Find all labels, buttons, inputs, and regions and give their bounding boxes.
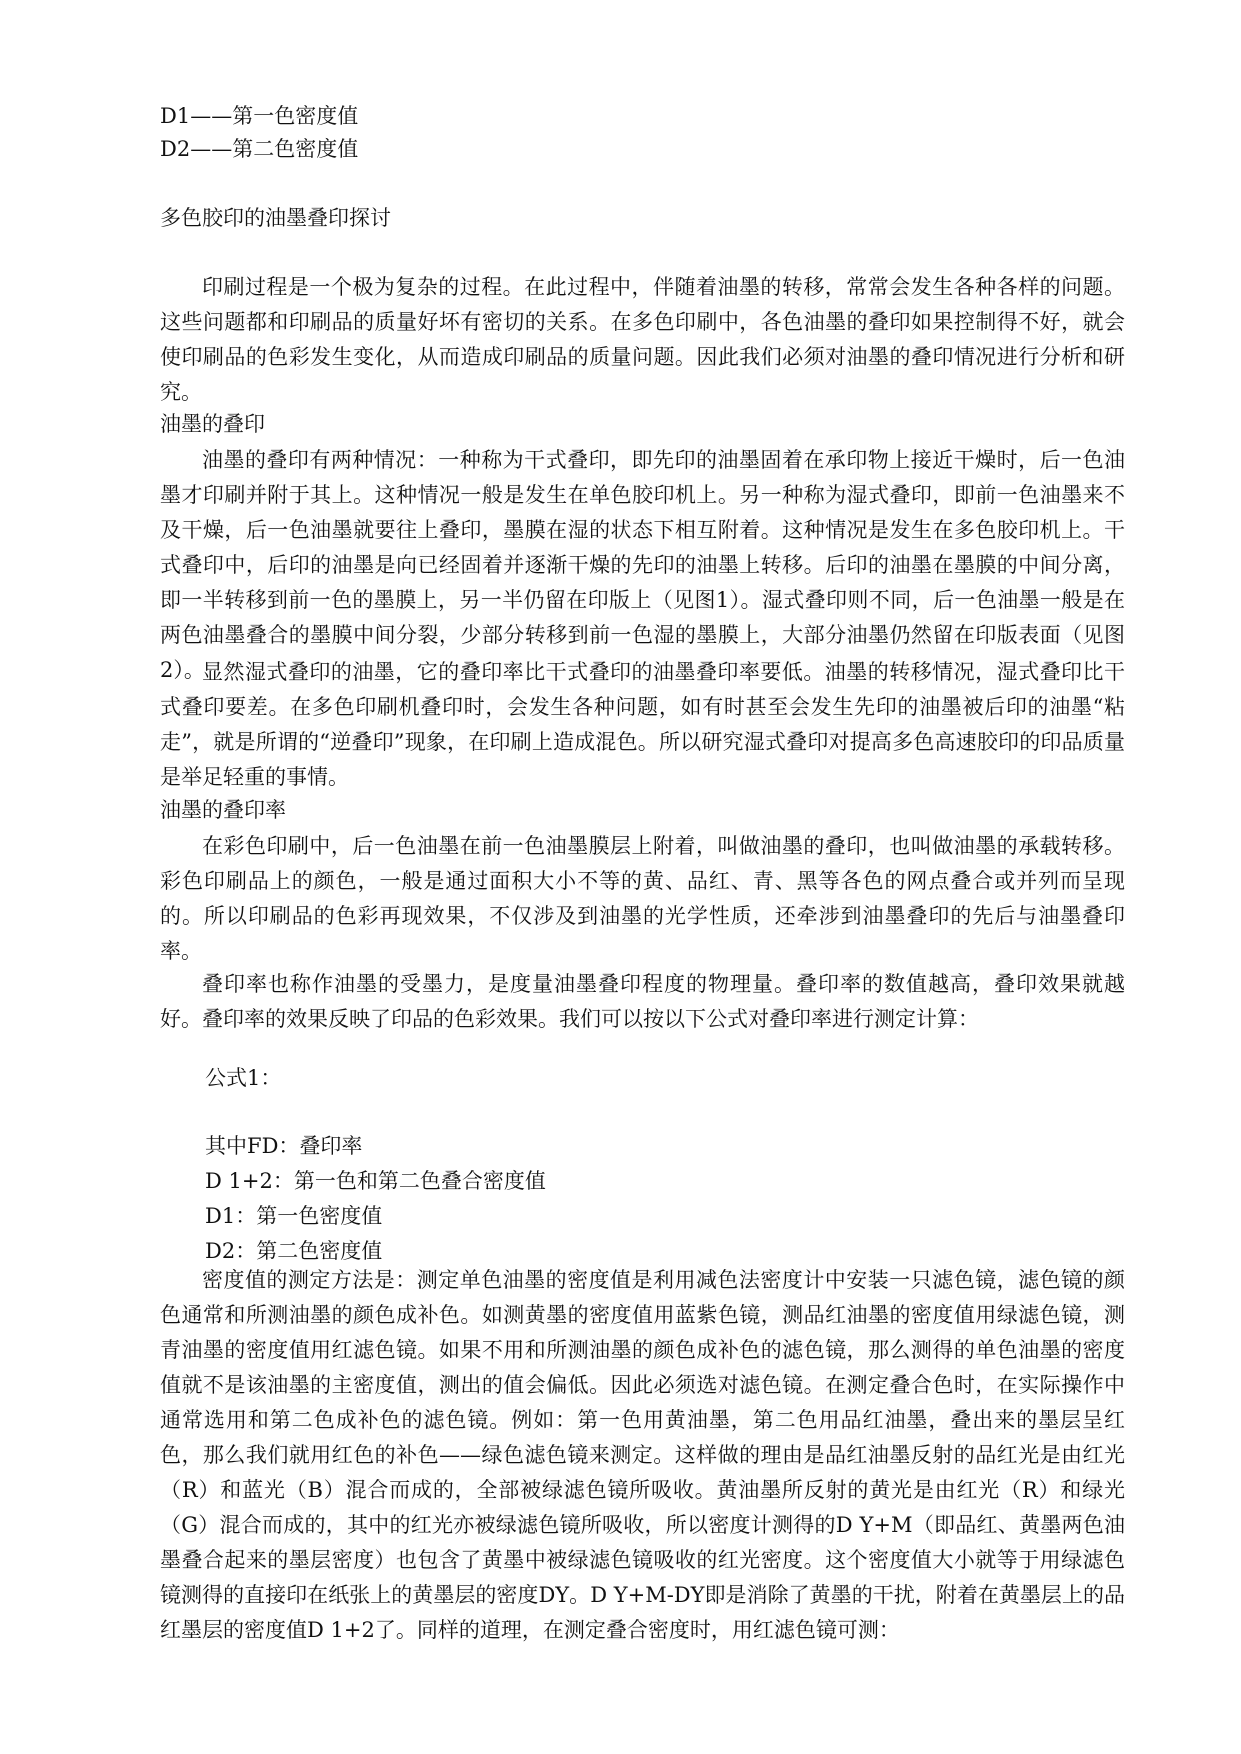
heading-ink-overprint: 油墨的叠印: [160, 412, 265, 436]
formula-d1: D1：第一色密度值: [205, 1204, 383, 1228]
heading-overprint-rate: 油墨的叠印率: [160, 798, 286, 822]
formula-fd: 其中FD：叠印率: [205, 1134, 363, 1158]
paragraph-intro: 印刷过程是一个极为复杂的过程。在此过程中，伴随着油墨的转移，常常会发生各种各样的问题。这些问题都和印刷品的质量好坏有密切的关系。在多色印刷中，各色油墨的叠印如果控制得不好，就会使印刷品的色彩发生变化，从而造成印刷品的质量问题。因此我们必须对油墨的叠印情况进行分析和研究。: [160, 275, 1125, 404]
legend-d1: D1——第一色密度值: [160, 104, 359, 128]
legend-d2: D2——第二色密度值: [160, 137, 359, 161]
paragraph-overprint-types: 油墨的叠印有两种情况：一种称为干式叠印，即先印的油墨固着在承印物上接近干燥时，后一色油墨才印刷并附于其上。这种情况一般是发生在单色胶印机上。另一种称为湿式叠印，即前一色油墨来不及干燥，后一色油墨就要往上叠印，墨膜在湿的状态下相互附着。这种情况是发生在多色胶印机上。干式叠印中，后印的油墨是向已经固着并逐渐干燥的先印的油墨上转移。后印的油墨在墨膜的中间分离，即一半转移到前一色的墨膜上，另一半仍留在印版上（见图1）。湿式叠印则不同，后一色油墨一般是在两色油墨叠合的墨膜中间分裂，少部分转移到前一色湿的墨膜上，大部分油墨仍然留在印版表面（见图2）。: [160, 448, 1125, 682]
formula-d12: D 1+2：第一色和第二色叠合密度值: [205, 1169, 546, 1193]
section-title: 多色胶印的油墨叠印探讨: [160, 206, 391, 230]
paragraph-color-printing: 在彩色印刷中，后一色油墨在前一色油墨膜层上附着，叫做油墨的叠印，也叫做油墨的承载转移。彩色印刷品上的颜色，一般是通过面积大小不等的黄、品红、青、黑等各色的网点叠合或并列而呈现的。所以印刷品的色彩再现效果，不仅涉及到油墨的光学性质，还牵涉到油墨叠印的先后与油墨叠印率。: [160, 834, 1125, 963]
formula-d2: D2：第二色密度值: [205, 1239, 383, 1263]
formula-label: 公式1：: [205, 1066, 282, 1090]
paragraph-overprint-definition: 叠印率也称作油墨的受墨力，是度量油墨叠印程度的物理量。叠印率的数值越高，叠印效果就越好。叠印率的效果反映了印品的色彩效果。我们可以按以下公式对叠印率进行测定计算：: [160, 972, 1125, 1031]
paragraph-wet-overprint: 显然湿式叠印的油墨，它的叠印率比干式叠印的油墨叠印率要低。油墨的转移情况，湿式叠印比干式叠印要差。在多色印刷机叠印时，会发生各种问题，如有时甚至会发生先印的油墨被后印的油墨“粘走”，就是所谓的“逆叠印”现象，在印刷上造成混色。所以研究湿式叠印对提高多色高速胶印的印品质量是举足轻重的事情。: [160, 660, 1125, 789]
paragraph-density-method: 密度值的测定方法是：测定单色油墨的密度值是利用减色法密度计中安装一只滤色镜，滤色镜的颜色通常和所测油墨的颜色成补色。如测黄墨的密度值用蓝紫色镜，测品红油墨的密度值用绿滤色镜，测青油墨的密度值用红滤色镜。如果不用和所测油墨的颜色成补色的滤色镜，那么测得的单色油墨的密度值就不是该油墨的主密度值，测出的值会偏低。因此必须选对滤色镜。在测定叠合色时，在实际操作中通常选用和第二色成补色的滤色镜。例如：第一色用黄油墨，第二色用品红油墨，叠出来的墨层呈红色，那么我们就用红色的补色——绿色滤色镜来测定。这样做的理由是品红油墨反射的品红光是由红光（R）和蓝光（B）混合而成的，全部被绿滤色镜所吸收。黄油墨所反射的黄光是由红光（R）和绿光（G）混合而成的，其中的红光亦被绿滤色镜所吸收，所以密度计测得的D Y+M（即品红、黄墨两色油墨叠合起来的墨层密度）也包含了黄墨中被绿滤色镜吸收的红光密度。这个密度值大小就等于用绿滤色镜测得的直接印在纸张上的黄墨层的密度DY。D Y+M-DY即是消除了黄墨的干扰，附着在黄墨层上的品红墨层的密度值D 1+2了。同样的道理，在测定叠合密度时，用红滤色镜可测：: [160, 1268, 1125, 1642]
